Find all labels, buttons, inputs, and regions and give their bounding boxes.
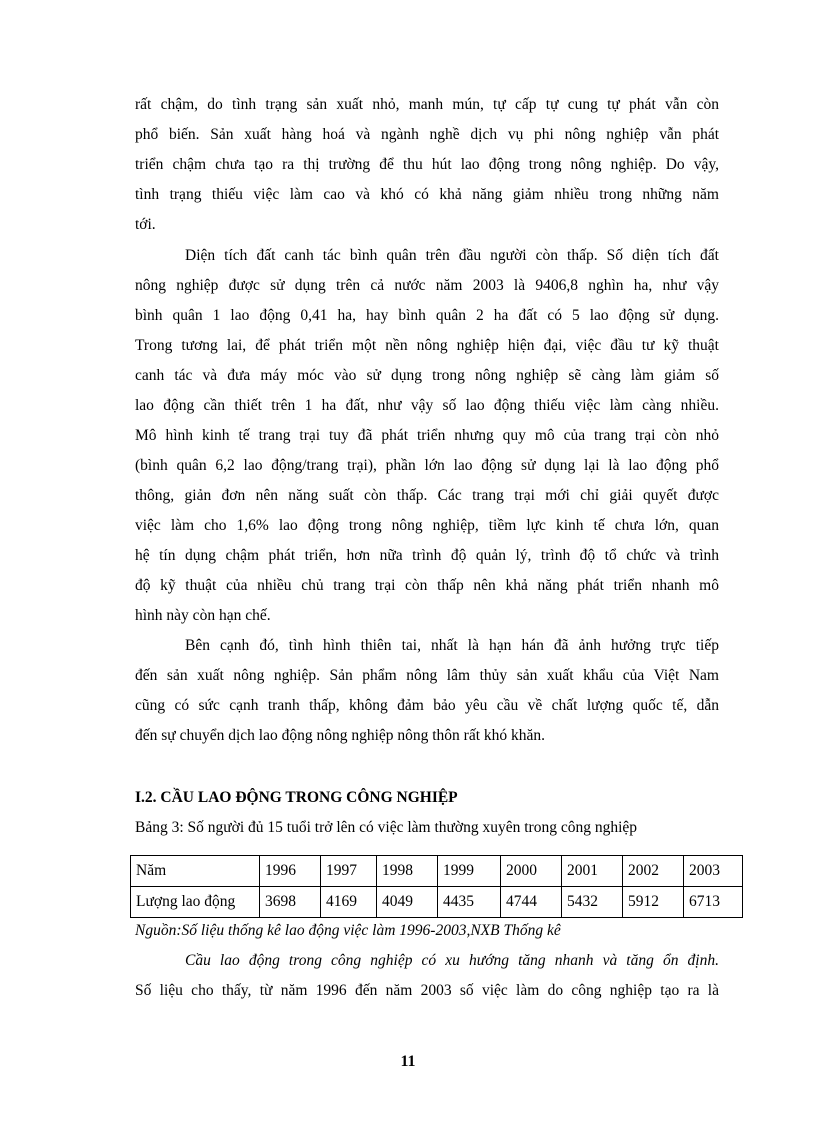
table-cell: 5912 <box>623 887 684 918</box>
table-cell: 2002 <box>623 856 684 887</box>
text-line: độ kỹ thuật của nhiều chủ trang trại còn thấp nên khả năng phát triển nhanh mô <box>135 577 719 594</box>
source-note: Nguồn:Số liệu thống kê lao động việc làm 1996-2003,NXB Thống kê <box>135 922 561 939</box>
text-line: triển chậm chưa tạo ra thị trường để thu hút lao động trong nông nghiệp. Do vậy, <box>135 156 719 173</box>
table-cell: 2003 <box>684 856 743 887</box>
text-line: lao động cần thiết trên 1 ha đất, như vậy số lao động thiếu việc làm càng nhiều. <box>135 397 719 414</box>
text-line: hệ tín dụng chậm phát triển, hơn nữa trình độ quản lý, trình độ tổ chức và trình <box>135 547 719 564</box>
table-cell: 6713 <box>684 887 743 918</box>
text-line: thông, giản đơn nên năng suất còn thấp. Các trang trại mới chỉ giải quyết được <box>135 487 719 504</box>
table-cell: 4049 <box>377 887 438 918</box>
text-line: tình trạng thiếu việc làm cao và khó có khả năng giảm nhiều trong những năm <box>135 186 719 203</box>
text-line: đến sản xuất nông nghiệp. Sản phẩm nông lâm thủy sản xuất khẩu của Việt Nam <box>135 667 719 684</box>
table-row <box>131 856 743 887</box>
table-cell: 3698 <box>260 887 321 918</box>
table-cell: 1996 <box>260 856 321 887</box>
table-cell: 1998 <box>377 856 438 887</box>
table-row <box>131 887 743 918</box>
text-line: việc làm cho 1,6% lao động trong nông nghiệp, tiềm lực kinh tế chưa lớn, quan <box>135 517 719 534</box>
table-cell: 2001 <box>562 856 623 887</box>
table-cell: 4435 <box>438 887 501 918</box>
text-line: Mô hình kinh tế trang trại tuy đã phát triển nhưng quy mô của trang trại còn nhỏ <box>135 427 719 444</box>
text-line: rất chậm, do tình trạng sản xuất nhỏ, manh mún, tự cấp tự cung tự phát vẫn còn <box>135 96 719 113</box>
text-line: Diện tích đất canh tác bình quân trên đầu người còn thấp. Số diện tích đất <box>185 247 719 264</box>
table-cell: 1997 <box>321 856 377 887</box>
text-line: hình này còn hạn chế. <box>135 607 271 624</box>
section-heading: I.2. CẦU LAO ĐỘNG TRONG CÔNG NGHIỆP <box>135 789 458 806</box>
text-line: canh tác và đưa máy móc vào sử dụng trong nông nghiệp sẽ càng làm giảm số <box>135 367 719 384</box>
table-caption: Bảng 3: Số người đủ 15 tuổi trở lên có việc làm thường xuyên trong công nghiệp <box>135 819 638 836</box>
table-cell: 4169 <box>321 887 377 918</box>
table-header-label: Năm <box>131 856 260 887</box>
text-line: phổ biến. Sản xuất hàng hoá và ngành nghề dịch vụ phi nông nghiệp vẫn phát <box>135 126 719 143</box>
table-row-label: Lượng lao động <box>131 887 260 918</box>
text-line: Số liệu cho thấy, từ năm 1996 đến năm 2003 số việc làm do công nghiệp tạo ra là <box>135 982 719 999</box>
page-number: 11 <box>400 1053 416 1070</box>
text-line: tới. <box>135 216 156 233</box>
table-cell: 5432 <box>562 887 623 918</box>
text-line: cũng có sức cạnh tranh thấp, không đảm bảo yêu cầu về chất lượng quốc tế, dẫn <box>135 697 719 714</box>
text-line: bình quân 1 lao động 0,41 ha, hay bình quân 2 ha đất có 5 lao động sử dụng. <box>135 307 719 324</box>
table-cell: 2000 <box>501 856 562 887</box>
text-line: Bên cạnh đó, tình hình thiên tai, nhất là hạn hán đã ảnh hưởng trực tiếp <box>185 637 719 654</box>
text-line: nông nghiệp được sử dụng trên cả nước năm 2003 là 9406,8 nghìn ha, như vậy <box>135 277 719 294</box>
text-line: Trong tương lai, để phát triển một nền nông nghiệp hiện đại, việc đầu tư kỹ thuật <box>135 337 719 354</box>
text-line: Cầu lao động trong công nghiệp có xu hướng tăng nhanh và tăng ổn định. <box>185 952 719 969</box>
text-line: đến sự chuyển dịch lao động nông nghiệp nông thôn rất khó khăn. <box>135 727 546 744</box>
text-line: (bình quân 6,2 lao động/trang trại), phần lớn lao động sử dụng lại là lao động phổ <box>135 457 719 474</box>
employment-table <box>130 855 743 918</box>
table-cell: 1999 <box>438 856 501 887</box>
table-cell: 4744 <box>501 887 562 918</box>
